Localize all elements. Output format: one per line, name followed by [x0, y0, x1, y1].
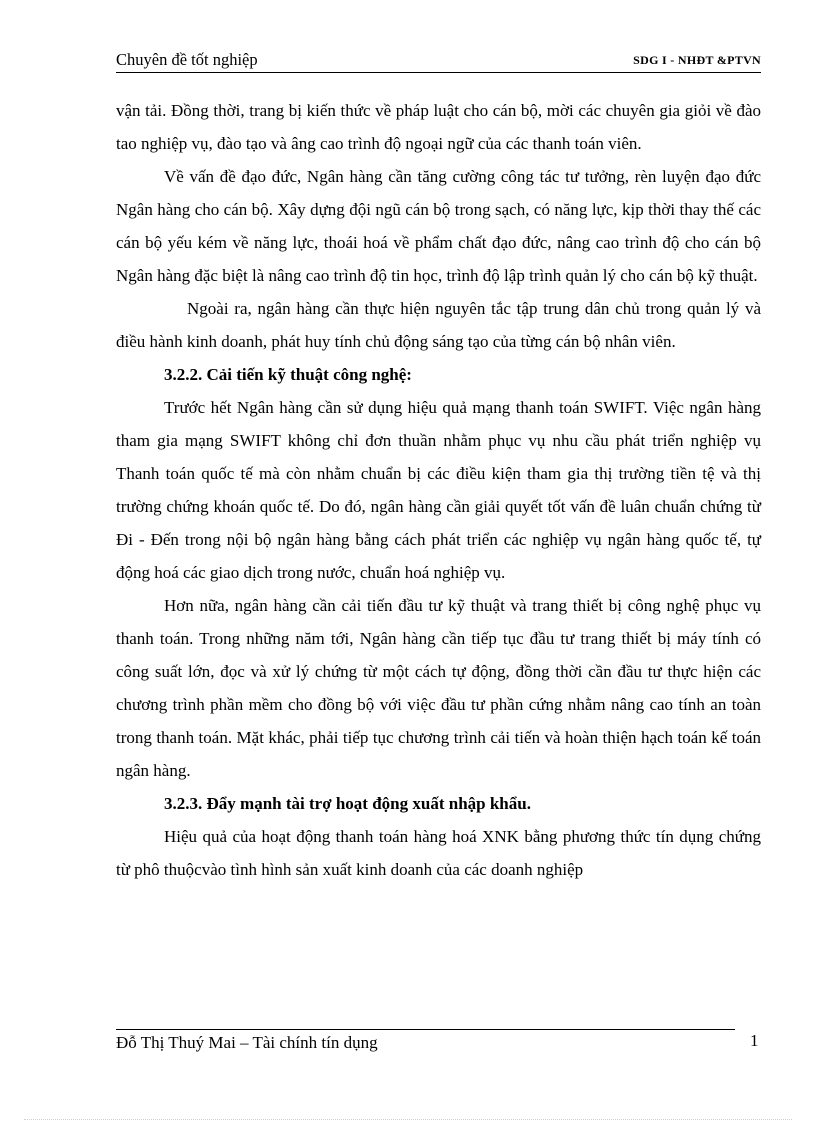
paragraph-democracy: Ngoài ra, ngân hàng cần thực hiện nguyên tắc tập trung dân chủ trong quản lý và điều hành kinh doanh, phát huy tính chủ động sáng tạo của từng cán bộ nhân viên.	[116, 299, 761, 351]
section-heading-export-finance: 3.2.3. Đẩy mạnh tài trợ hoạt động xuất nhập khẩu.	[164, 794, 531, 813]
page-number: 1	[750, 1031, 759, 1050]
page-boundary	[24, 1119, 792, 1120]
section-heading-technology: 3.2.2. Cải tiến kỹ thuật công nghệ:	[164, 365, 412, 384]
paragraph-equipment: Hơn nữa, ngân hàng cần cải tiến đầu tư kỹ thuật và trang thiết bị công nghệ phục vụ thanh toán. Trong những năm tới, Ngân hàng cần tiếp tục đầu tư trang thiết bị máy tính có công suất lớn, đọc và xử lý chứng từ một cách tự động, đồng thời cần đầu tư thực hiện các chương trình phần mềm cho đồng bộ với việc đầu tư phần cứng nhằm nâng cao tính an toàn trong thanh toán. Mặt khác, phải tiếp tục chương trình cải tiến và hoàn thiện hạch toán kế toán ngân hàng.	[116, 596, 761, 780]
document-title: Chuyên đề tốt nghiệp	[116, 50, 258, 69]
footer-author: Đỗ Thị Thuý Mai – Tài chính tín dụng	[116, 1033, 378, 1052]
organization-label: SDG I - NHĐT &PTVN	[633, 53, 761, 67]
paragraph-efficiency: Hiệu quả của hoạt động thanh toán hàng hoá XNK bằng phương thức tín dụng chứng từ phô thuộcvào tình hình sản xuất kinh doanh của các doanh nghiệp	[116, 827, 761, 879]
document-body	[116, 94, 761, 886]
page-header	[116, 48, 761, 73]
footer-divider	[116, 1029, 735, 1030]
paragraph-ethics: Về vấn đề đạo đức, Ngân hàng cần tăng cường công tác tư tưởng, rèn luyện đạo đức Ngân hàng cho cán bộ. Xây dựng đội ngũ cán bộ trong sạch, có năng lực, kịp thời thay thế các cán bộ yếu kém về năng lực, thoái hoá về phẩm chất đạo đức, nâng cao trình độ cho cán bộ Ngân hàng đặc biệt là nâng cao trình độ tin học, trình độ lập trình quản lý cho cán bộ kỹ thuật.	[116, 167, 761, 285]
paragraph-swift: Trước hết Ngân hàng cần sử dụng hiệu quả mạng thanh toán SWIFT. Việc ngân hàng tham gia mạng SWIFT không chỉ đơn thuần nhằm phục vụ nhu cầu phát triển nghiệp vụ Thanh toán quốc tế mà còn nhằm chuẩn bị các điều kiện tham gia thị trường tiền tệ và thị trường chứng khoán quốc tế. Do đó, ngân hàng cần giải quyết tốt vấn đề luân chuẩn chứng từ Đi - Đến trong nội bộ ngân hàng bằng cách phát triển các nghiệp vụ ngân hàng quốc tế, tự động hoá các giao dịch trong nước, chuẩn hoá nghiệp vụ.	[116, 398, 761, 582]
paragraph-continuation: vận tải. Đồng thời, trang bị kiến thức về pháp luật cho cán bộ, mời các chuyên gia giỏi về đào tao nghiệp vụ, đào tạo và âng cao trình độ ngoại ngữ của các thanh toán viên.	[116, 101, 761, 153]
